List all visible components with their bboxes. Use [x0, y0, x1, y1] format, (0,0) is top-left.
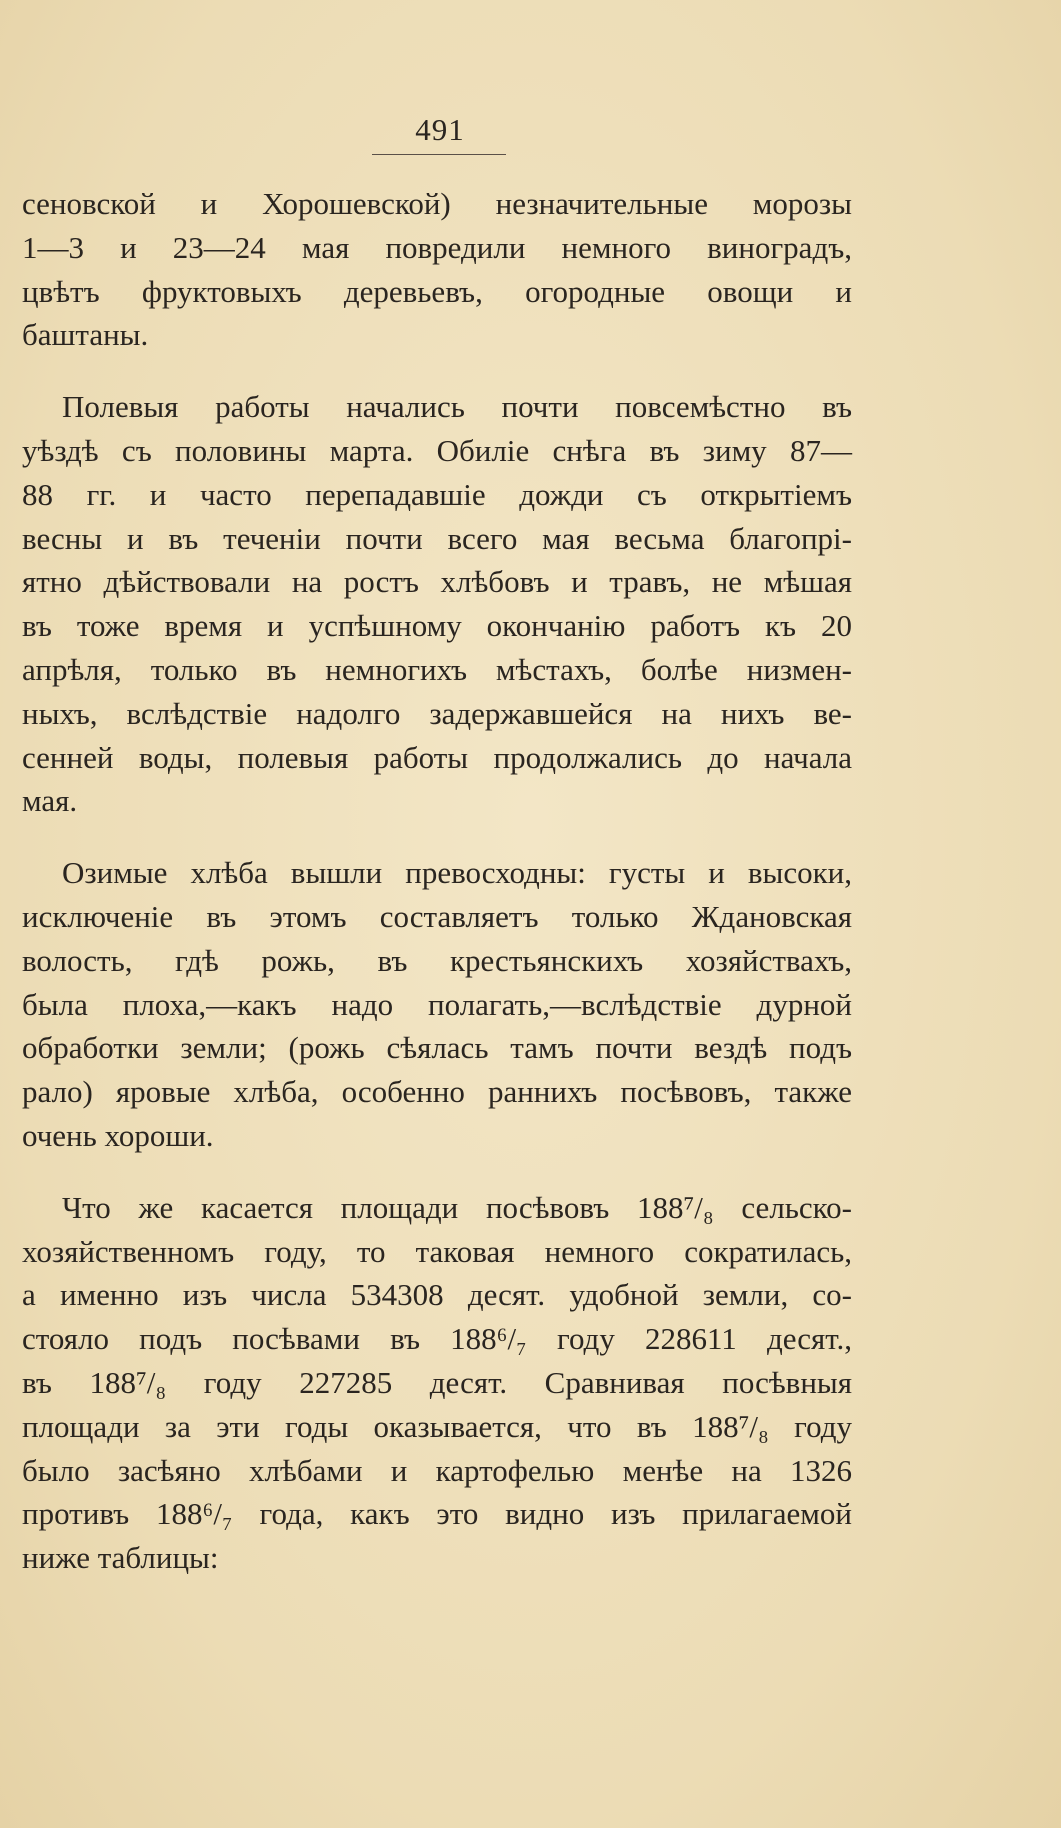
- header-rule: [372, 154, 506, 155]
- text-line: рало) яровые хлѣба, особенно раннихъ посѣвовъ, также: [22, 1074, 852, 1110]
- text-line: было засѣяно хлѣбами и картофелью менѣе на 1326: [22, 1452, 852, 1488]
- text-line: противъ 188⁶/₇ года, какъ это видно изъ прилагаемой: [22, 1496, 852, 1532]
- text-line: очень хороши.: [22, 1117, 214, 1153]
- text-line: весны и въ теченіи почти всего мая весьма благопрі-: [22, 520, 852, 556]
- paragraph: [22, 851, 852, 1158]
- text-line: въ тоже время и успѣшному окончанію работъ къ 20: [22, 608, 852, 644]
- paragraph-gap: [22, 357, 852, 385]
- text-line: волость, гдѣ рожь, въ крестьянскихъ хозяйствахъ,: [22, 942, 852, 978]
- text-line: хозяйственномъ году, то таковая немного сократилась,: [22, 1233, 852, 1269]
- text-line: 88 гг. и часто перепадавшіе дожди съ открытіемъ: [22, 476, 852, 512]
- text-line: обработки земли; (рожь сѣялась тамъ почти вездѣ подъ: [22, 1030, 852, 1066]
- text-line: стояло подъ посѣвами въ 188⁶/₇ году 228611 десят.,: [22, 1321, 852, 1357]
- text-line: апрѣля, только въ немногихъ мѣстахъ, болѣе низмен-: [22, 651, 852, 687]
- text-line: Что же касается площади посѣвовъ 188⁷/₈ сельско-: [62, 1189, 852, 1225]
- text-line: сенней воды, полевыя работы продолжались до начала: [22, 739, 852, 775]
- text-line: уѣздѣ съ половины марта. Обиліе снѣга въ зиму 87—: [22, 432, 852, 468]
- text-line: площади за эти годы оказывается, что въ 188⁷/₈ году: [22, 1408, 852, 1444]
- paragraph-gap: [22, 1158, 852, 1186]
- paragraph-gap: [22, 823, 852, 851]
- text-line: мая.: [22, 783, 78, 819]
- text-line: 1—3 и 23—24 мая повредили немного виноградъ,: [22, 229, 852, 265]
- paragraph: [22, 1186, 852, 1580]
- text-line: Озимые хлѣба вышли превосходны: густы и высоки,: [62, 855, 852, 891]
- text-line: Полевыя работы начались почти повсемѣстно въ: [62, 389, 852, 425]
- text-line: ятно дѣйствовали на ростъ хлѣбовъ и травъ, не мѣшая: [22, 564, 852, 600]
- text-line: ныхъ, вслѣдствіе надолго задержавшейся на нихъ ве-: [22, 695, 852, 731]
- paragraph: [22, 385, 852, 823]
- paragraph: [22, 182, 852, 357]
- text-line: въ 188⁷/₈ году 227285 десят. Сравнивая посѣвныя: [22, 1364, 852, 1400]
- text-line: ниже таблицы:: [22, 1540, 219, 1576]
- text-line: а именно изъ числа 534308 десят. удобной земли, со-: [22, 1277, 852, 1313]
- text-line: сеновской и Хорошевской) незначительные морозы: [22, 186, 852, 221]
- text-line: была плоха,—какъ надо полагать,—вслѣдствіе дурной: [22, 986, 852, 1022]
- page-number: 491: [415, 112, 465, 147]
- text-line: цвѣтъ фруктовыхъ деревьевъ, огородные овощи и: [22, 273, 852, 309]
- text-line: исключеніе въ этомъ составляетъ только Ждановская: [22, 898, 852, 934]
- text-line: баштаны.: [22, 317, 149, 353]
- body-text: [22, 182, 852, 1580]
